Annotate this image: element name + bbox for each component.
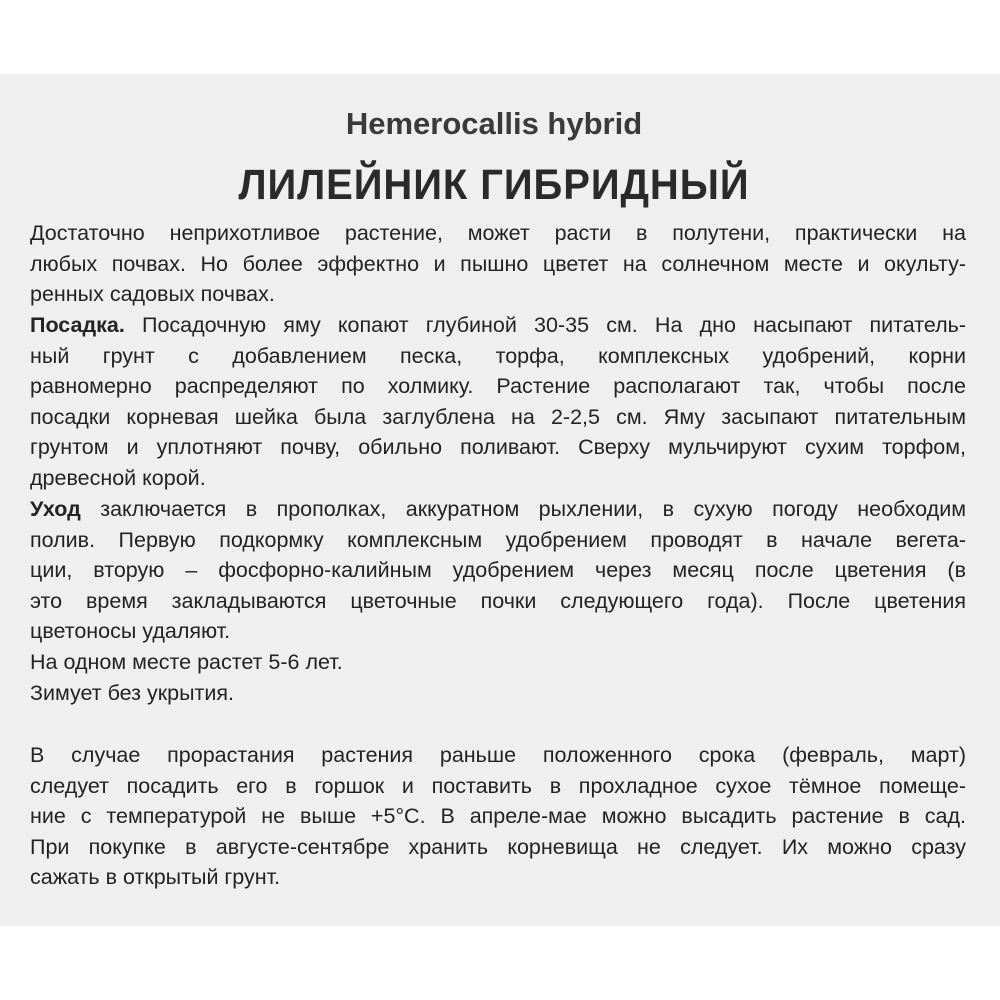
- text-line: ный грунт с добавлением песка, торфа, комплексных удобрений, корни: [30, 343, 966, 368]
- planting-paragraph: [30, 310, 966, 493]
- text-line: цветоносы удаляют.: [30, 619, 231, 643]
- text-line: При покупке в августе-сентябре хранить корневища не следует. Их можно сразу: [30, 834, 966, 859]
- planting-first-line: Посадочную яму копают глубиной 30-35 см. На дно насыпают питатель-: [124, 313, 966, 337]
- latin-title: Hemerocallis hybrid: [345, 106, 643, 141]
- text-line: Достаточно неприхотливое растение, может расти в полутени, практически на: [30, 221, 966, 245]
- russian-title: ЛИЛЕЙНИК ГИБРИДНЫЙ: [238, 161, 750, 209]
- text-line: сажать в открытый грунт.: [30, 865, 281, 889]
- text-line: На одном месте растет 5-6 лет.: [30, 650, 343, 674]
- care-label: Уход: [30, 497, 81, 521]
- text-line: ции, вторую – фосфорно-калийным удобрением через месяц после цветения (в: [30, 558, 966, 582]
- text-line: ние с температурой не выше +5°С. В апреле-мае можно высадить растение в сад.: [30, 804, 966, 828]
- text-line: посадки корневая шейка была заглублена на 2-2,5 см. Яму засыпают питательным: [30, 404, 966, 429]
- text-line: древесной корой.: [30, 465, 206, 490]
- text-line: ренных садовых почвах.: [30, 282, 275, 306]
- text-line: В случае прорастания растения раньше положенного срока (февраль, март): [30, 743, 966, 767]
- storage-paragraph: [30, 740, 966, 893]
- facts-paragraph: [30, 647, 966, 708]
- intro-paragraph: [30, 218, 966, 310]
- text-line: это время закладываются цветочные почки следующего года). После цветения: [30, 588, 966, 613]
- text-line: грунтом и уплотняют почву, обильно поливают. Сверху мульчируют сухим торфом,: [30, 435, 966, 459]
- text-line: полив. Первую подкормку комплексным удобрением проводят в начале вегета-: [30, 527, 966, 552]
- text-line: [30, 310, 966, 341]
- text-line: [30, 494, 966, 525]
- planting-label: Посадка.: [30, 313, 125, 337]
- care-paragraph: [30, 494, 966, 647]
- text-line: равномерно распределяют по холмику. Растение располагают так, чтобы после: [30, 374, 966, 398]
- text-line: Зимует без укрытия.: [30, 680, 235, 705]
- care-first-line: заключается в прополках, аккуратном рыхлении, в сухую погоду необходим: [80, 497, 966, 521]
- text-line: любых почвах. Но более эффектно и пышно цветет на солнечном месте и окульту-: [30, 251, 966, 276]
- text-line: следует посадить его в горшок и поставить в прохладное сухое тёмное помеще-: [30, 773, 966, 798]
